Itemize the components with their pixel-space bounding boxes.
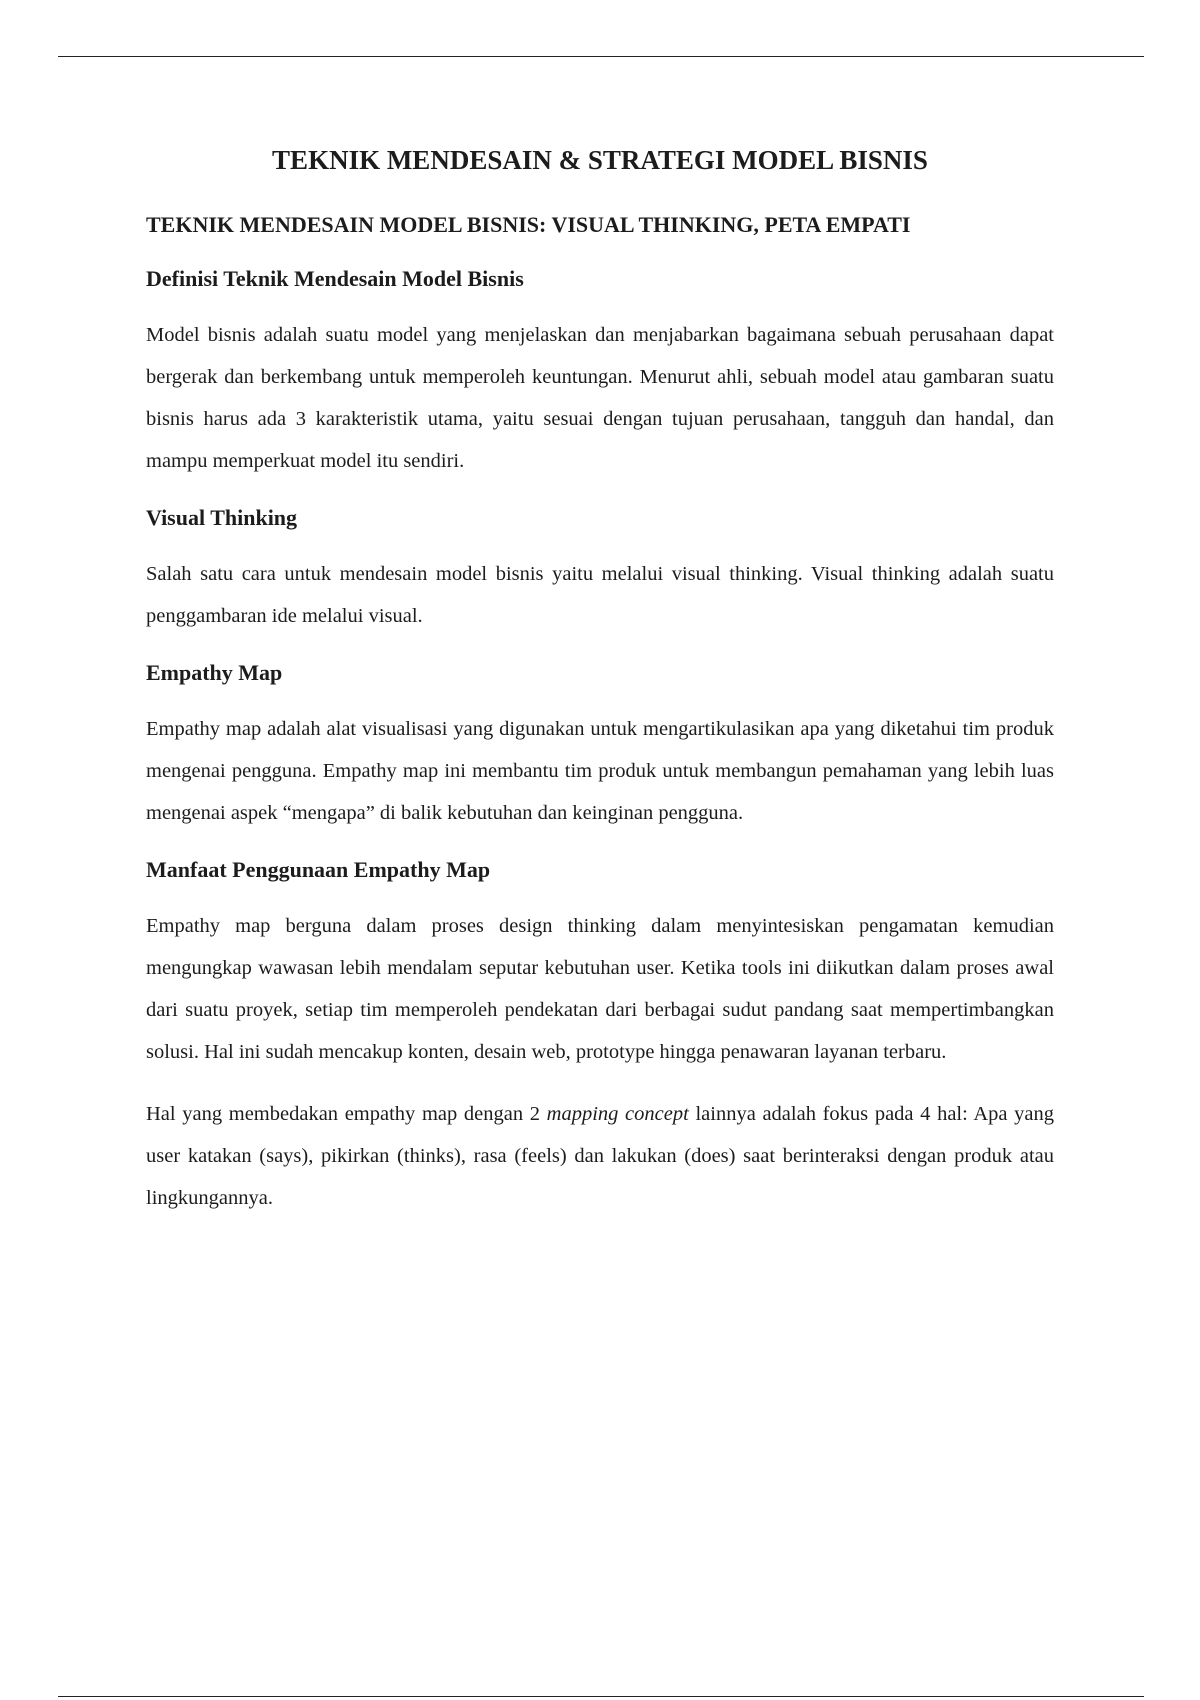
section-heading-definisi: Definisi Teknik Mendesain Model Bisnis [146,266,524,291]
perbedaan-text-end: lainnya adalah fokus pada 4 hal: Apa yang user katakan (says), pikirkan (thinks), rasa (feels) dan lakukan (does) saat berinteraksi dengan produk atau lingkungannya. [146,1103,1054,1209]
section-heading-empathy-map: Empathy Map [146,660,283,685]
perbedaan-text-start: Hal yang membedakan empathy map dengan 2 [146,1103,547,1125]
paragraph-empathy-map: Empathy map adalah alat visualisasi yang digunakan untuk mengartikulasikan apa yang diketahui tim produk mengenai pengguna. Empathy map ini membantu tim produk untuk membangun pemahaman yang lebih luas mengenai aspek “mengapa” di balik kebutuhan dan keinginan pengguna. [146,718,1054,824]
document-subtitle: TEKNIK MENDESAIN MODEL BISNIS: VISUAL THINKING, PETA EMPATI [146,212,911,237]
document-title: TEKNIK MENDESAIN & STRATEGI MODEL BISNIS [272,145,928,175]
paragraph-visual-thinking: Salah satu cara untuk mendesain model bisnis yaitu melalui visual thinking. Visual thinking adalah suatu penggambaran ide melalui visual. [146,563,1054,627]
paragraph-perbedaan [146,1093,1054,1219]
document-body [146,140,1054,1239]
header-rule [58,56,1144,57]
paragraph-definisi: Model bisnis adalah suatu model yang menjelaskan dan menjabarkan bagaimana sebuah perusahaan dapat bergerak dan berkembang untuk memperoleh keuntungan. Menurut ahli, sebuah model atau gambaran suatu bisnis harus ada 3 karakteristik utama, yaitu sesuai dengan tujuan perusahaan, tangguh dan handal, dan mampu memperkuat model itu sendiri. [146,324,1054,472]
mapping-concept-term: mapping concept [546,1103,689,1125]
section-heading-manfaat: Manfaat Penggunaan Empathy Map [146,857,491,882]
footer-rule [58,1696,1144,1697]
section-heading-visual-thinking: Visual Thinking [146,505,298,530]
paragraph-manfaat: Empathy map berguna dalam proses design thinking dalam menyintesiskan pengamatan kemudian mengungkap wawasan lebih mendalam seputar kebutuhan user. Ketika tools ini diikutkan dalam proses awal dari suatu proyek, setiap tim memperoleh pendekatan dari berbagai sudut pandang saat mempertimbangkan solusi. Hal ini sudah mencakup konten, desain web, prototype hingga penawaran layanan terbaru. [146,915,1054,1063]
